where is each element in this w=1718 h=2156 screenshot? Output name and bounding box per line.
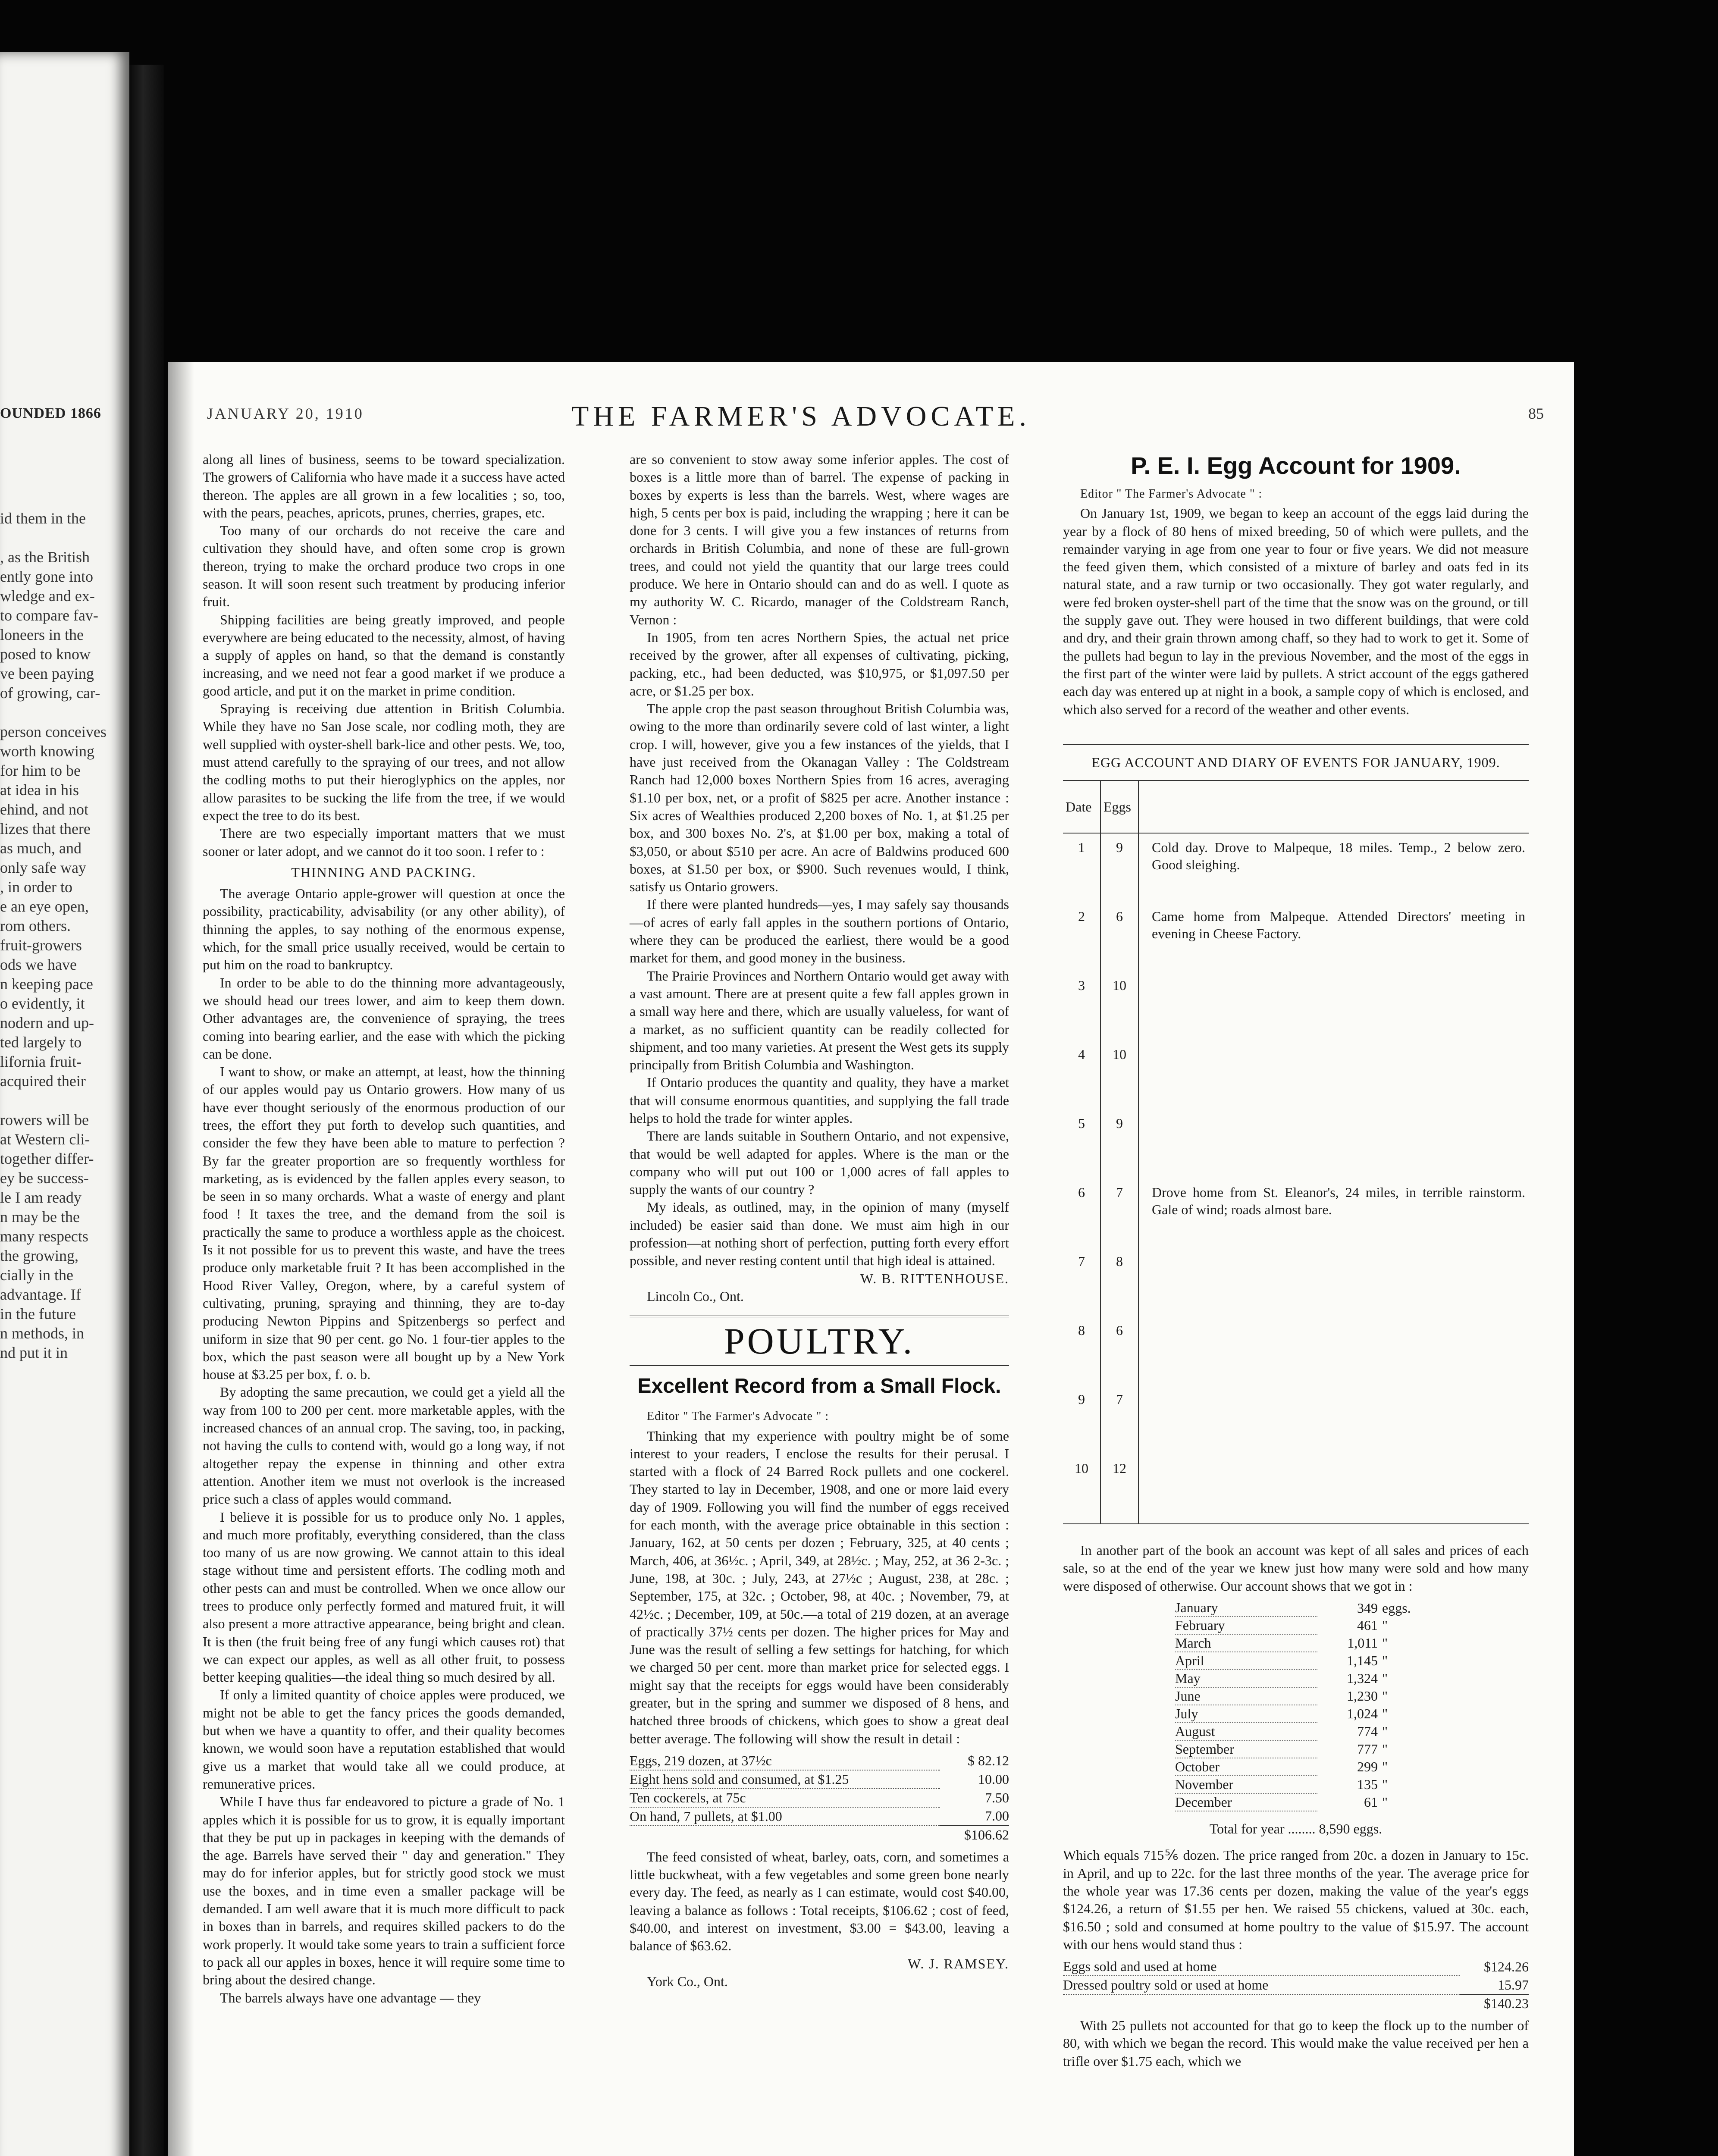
facing-page-line: nd put it in	[0, 1344, 68, 1361]
diary-event: Drove home from St. Eleanor's, 24 miles, in terrible rainstorm. Gale of wind; roads almost bare.	[1152, 1185, 1525, 1218]
month-unit: "	[1382, 1670, 1388, 1686]
month-label: February	[1175, 1617, 1317, 1634]
month-label: July	[1175, 1705, 1317, 1723]
paragraph: I believe it is possible for us to produce only No. 1 apples, and much more profitably, everything considered, than the class too many of us are now growing. We cannot attain to this ideal stage without time and persistent efforts. The codling moth and other pests can and must be controlled. When we once allow our trees to produce only perfectly formed and matured fruit, it will also present a more attractive appearance, being bright and clean. It is then (the fruit being free of any fungi which causes rot) that we can expect our apples, as well as all other fruit, to possess better keeping qualities—the ideal thing so much desired by all.	[203, 1509, 565, 1685]
facing-page-line: as much, and	[0, 840, 82, 857]
paragraph: If there were planted hundreds—yes, I may safely say thousands—of acres of early fall apples in the southern portions of Ontario, where they can be produced the earliest, there would be a good market for them, and good money in the business.	[630, 896, 1009, 966]
facing-page-line: only safe way	[0, 859, 86, 876]
ledger-label: Eggs sold and used at home	[1063, 1958, 1460, 1976]
month-unit: "	[1382, 1706, 1388, 1722]
paragraph: By adopting the same precaution, we could get a yield all the way from 100 to 200 per cent. more marketable apples, with the increased chances of an annual crop. The saving, too, in packing, not having the culls to contend with, would go a long way, if not altogether repay the expense in thinning and other extra attention. Another item we must not overlook is the increased price such a class of apples would command.	[203, 1384, 565, 1507]
diary-header-date: Date	[1063, 780, 1100, 833]
diary-header-eggs: Eggs	[1100, 780, 1138, 833]
facing-page-line: , as the British	[0, 548, 90, 566]
page-edge-shadow	[168, 362, 194, 2156]
book-spine	[129, 65, 164, 2156]
facing-page-line: for him to be	[0, 762, 81, 779]
facing-page-line: many respects	[0, 1228, 88, 1245]
month-unit: "	[1382, 1777, 1388, 1792]
diary-date: 3	[1063, 971, 1100, 1040]
author-signature: W. J. RAMSEY.	[908, 1955, 1009, 1971]
month-label: September	[1175, 1740, 1317, 1758]
ledger-total-row	[630, 1826, 1009, 1844]
diary-event	[1138, 1040, 1529, 1109]
diary-date: 6	[1063, 1178, 1100, 1247]
diary-event	[1138, 1109, 1529, 1178]
hen-account-ledger	[1063, 1958, 1529, 2012]
month-row	[1175, 1723, 1417, 1740]
diary-date: 10	[1063, 1454, 1100, 1524]
author-location: Lincoln Co., Ont.	[647, 1288, 744, 1304]
ledger-row	[630, 1789, 1009, 1807]
diary-eggs: 6	[1100, 1316, 1138, 1385]
paragraph: In 1905, from ten acres Northern Spies, the actual net price received by the grower, after all expenses of cultivating, picking, packing, etc., had been deducted, was $10,975, or $1,097.50 per acre, or $1.25 per box.	[630, 629, 1009, 699]
facing-page-line: wledge and ex-	[0, 587, 95, 605]
paragraph: The apple crop the past season throughout British Columbia was, owing to the more than ordinarily severe cold of last winter, a light crop. I will, however, give you a few instances of the yields, that I have just received from the Okanagan Valley : The Coldstream Ranch had 12,000 boxes Northern Spies from 16 acres, averaging $1.10 per box, net, or a profit of $825 per acre. Another instance : Six acres of Wealthies produced 2,200 boxes of No. 1, at $1.25 per box, and 300 boxes No. 2's, at $1.00 per box, making a total of $3,050, or about $510 per acre. An acre of Baldwins produced 600 boxes, at $1.50 per box, or $900. Such revenues would, I think, satisfy us Ontario growers.	[630, 701, 1009, 895]
ledger-label: Eggs, 219 dozen, at 37½c	[630, 1752, 940, 1770]
month-row	[1175, 1599, 1417, 1617]
diary-row	[1063, 971, 1529, 1040]
diary-event: Cold day. Drove to Malpeque, 18 miles. Temp., 2 below zero. Good sleighing.	[1152, 840, 1525, 873]
facing-page-line: nodern and up-	[0, 1014, 94, 1031]
facing-page-line: acquired their	[0, 1072, 86, 1090]
facing-page-line: the growing,	[0, 1247, 78, 1264]
month-eggs: 135	[1357, 1777, 1378, 1792]
month-unit: "	[1382, 1653, 1388, 1669]
facing-page-line: rom others.	[0, 917, 71, 934]
ledger-amount: 15.97	[1498, 1977, 1529, 1993]
facing-page-line: posed to know	[0, 646, 91, 663]
ledger-total: $140.23	[1460, 1994, 1529, 2012]
diary-date: 1	[1063, 833, 1100, 903]
diary-row	[1063, 1385, 1529, 1454]
egg-diary-table	[1063, 780, 1529, 1524]
paragraph: In another part of the book an account was kept of all sales and prices of each sale, so at the end of the year we knew just how many were sold and how many were disposed of otherwise. Our account shows that we got in :	[1063, 1542, 1529, 1594]
month-unit: "	[1382, 1688, 1388, 1704]
facing-page-line: rowers will be	[0, 1111, 89, 1128]
facing-page-line: together differ-	[0, 1150, 94, 1167]
ledger-row	[630, 1770, 1009, 1789]
month-eggs: 1,024	[1347, 1706, 1378, 1722]
diary-row	[1063, 903, 1529, 971]
paragraph: If only a limited quantity of choice apples were produced, we might not be able to get the fancy prices the goods demanded, but when we have a quantity to offer, and their quality becomes known, we would soon have a reputation established that would give us a market that would take all we could produce, at remunerative prices.	[203, 1687, 565, 1792]
month-row	[1175, 1687, 1417, 1705]
ledger-row	[1063, 1958, 1529, 1976]
ledger-amount: $124.26	[1484, 1959, 1529, 1974]
page-number: 85	[1528, 405, 1544, 422]
month-row	[1175, 1670, 1417, 1687]
diary-event	[1138, 1385, 1529, 1454]
month-row	[1175, 1776, 1417, 1793]
total-dots: ........	[1288, 1821, 1319, 1837]
diary-event	[1138, 1454, 1529, 1524]
month-label: December	[1175, 1793, 1317, 1811]
masthead-title: THE FARMER'S ADVOCATE.	[571, 401, 1031, 432]
diary-eggs: 9	[1100, 1109, 1138, 1178]
ledger-total: $106.62	[940, 1826, 1009, 1844]
diary-eggs: 7	[1100, 1178, 1138, 1247]
month-unit: "	[1382, 1741, 1388, 1757]
month-row	[1175, 1617, 1417, 1634]
month-eggs: 1,324	[1347, 1670, 1378, 1686]
diary-row	[1063, 1316, 1529, 1385]
month-eggs: 774	[1357, 1724, 1378, 1739]
editor-salutation: Editor " The Farmer's Advocate " :	[1080, 487, 1263, 501]
paragraph: I want to show, or make an attempt, at least, how the thinning of our apples would pay us Ontario growers. How many of us have ever thought seriously of the enormous production of our trees, the effort they put forth to develop such quantities, and consider the few they have been able to mature to perfection ? By far the greater proportion are so frequently worthless for marketing, as is evidenced by the fallen apples every season, to be seen in so many orchards. What a waste of energy and plant food ! It taxes the tree, and the demand from the soil is practically the same to produce a worthless apple as the choicest. Is it not possible for us to prevent this waste, and have the trees produce only marketable fruit ? It has been accomplished in the Hood River Valley, Oregon, where, by a careful system of cultivating, pruning, spraying and thinning, they are to-day producing Newton Pippins and Spitzenbergs so perfect and uniform in size that 90 per cent. go No. 1 four-tier apples to the box, which the past season were all bought up by a New York house at $3.25 per box, f. o. b.	[203, 1064, 565, 1382]
column-1	[203, 451, 565, 2007]
monthly-egg-totals	[1175, 1599, 1417, 1811]
diary-event	[1138, 971, 1529, 1040]
month-row	[1175, 1705, 1417, 1723]
paragraph: Too many of our orchards do not receive the care and cultivation they should have, and often some crop is grown thereon, trying to make the orchard produce two crops in one season. It will soon resent such treatment by producing inferior fruit.	[203, 523, 565, 610]
diary-row	[1063, 1109, 1529, 1178]
facing-page-line: of growing, car-	[0, 684, 100, 702]
yearly-total	[1063, 1820, 1529, 1838]
subheading: THINNING AND PACKING.	[291, 864, 477, 880]
facing-page-line: e an eye open,	[0, 898, 89, 915]
facing-page-line: ted largely to	[0, 1034, 82, 1051]
paragraph: The average Ontario apple-grower will question at once the possibility, practicability, advisability (or any other ability), of thinning the apples, to say nothing of the enormous expense, which, for the small price usually received, would be certain to put him on the road to bankruptcy.	[203, 886, 565, 973]
facing-page-line: at Western cli-	[0, 1131, 90, 1148]
month-row	[1175, 1740, 1417, 1758]
diary-eggs: 9	[1100, 833, 1138, 903]
ledger-label: Ten cockerels, at 75c	[630, 1789, 940, 1807]
paragraph: There are two especially important matters that we must sooner or later adopt, and we cannot do it too soon. I refer to :	[203, 825, 565, 859]
paragraph: On January 1st, 1909, we began to keep an account of the eggs laid during the year by a flock of 80 hens of mixed breeding, 50 of which were pullets, and the remainder varying in age from one year to four or five years. We did not measure the feed given them, which consisted of a mixture of barley and oats fed in its natural state, and a raw turnip or two occasionally. They got water regularly, and were fed broken oyster-shell part of the time that the snow was on the ground, or till the supply gave out. They were housed in two different buildings, that were cold and dry, and their grain thrown among chaff, so they had to work to get it. Some of the pullets had begun to lay in the previous November, and the most of the eggs in the first part of the winter were laid by pullets. A strict account of the eggs gathered each day was entered up at night in a book, a sample copy of which is enclosed, and which also served for a record of the weather and other events.	[1063, 505, 1529, 717]
month-eggs: 1,011	[1347, 1635, 1378, 1651]
ledger-label: Eight hens sold and consumed, at $1.25	[630, 1770, 940, 1789]
diary-row	[1063, 1454, 1529, 1524]
month-row	[1175, 1758, 1417, 1776]
month-unit: eggs.	[1382, 1600, 1411, 1616]
facing-page-line: ehind, and not	[0, 801, 88, 818]
month-row	[1175, 1652, 1417, 1670]
month-label: March	[1175, 1634, 1317, 1652]
header-date: JANUARY 20, 1910	[207, 405, 364, 422]
column-2	[630, 451, 1009, 1990]
ledger-amount: 7.00	[985, 1808, 1009, 1824]
newspaper-page	[168, 362, 1574, 2156]
month-row	[1175, 1634, 1417, 1652]
facing-page-line: lifornia fruit-	[0, 1053, 82, 1070]
facing-page-line: in the future	[0, 1305, 76, 1322]
ledger-label: Dressed poultry sold or used at home	[1063, 1976, 1460, 1994]
facing-page-line: , in order to	[0, 878, 72, 896]
month-unit: "	[1382, 1759, 1388, 1775]
facing-page-line: ently gone into	[0, 568, 93, 585]
diary-title: EGG ACCOUNT AND DIARY OF EVENTS FOR JANUARY, 1909.	[1063, 744, 1529, 771]
month-label: June	[1175, 1687, 1317, 1705]
section-banner	[630, 1316, 1009, 1366]
ledger-amount: 10.00	[978, 1771, 1009, 1787]
month-label: April	[1175, 1652, 1317, 1670]
receipts-ledger	[630, 1752, 1009, 1844]
month-unit: "	[1382, 1794, 1388, 1810]
diary-date: 9	[1063, 1385, 1100, 1454]
diary-event: Came home from Malpeque. Attended Directors' meeting in evening in Cheese Factory.	[1152, 909, 1525, 942]
diary-date: 4	[1063, 1040, 1100, 1109]
total-label: Total for year	[1209, 1821, 1285, 1837]
ledger-total-row	[1063, 1994, 1529, 2012]
author-signature: W. B. RITTENHOUSE.	[860, 1270, 1009, 1286]
paragraph: Spraying is receiving due attention in British Columbia. While they have no San Jose scale, nor codling moth, they are well supplied with oyster-shell bark-lice and other pests. We, too, must attend carefully to the spraying of our trees, and not allow the codling moths to put their hieroglyphics on the apples, nor allow parasites to be sucking the life from the tree, if we would expect the tree to do its best.	[203, 701, 565, 823]
diary-date: 2	[1063, 903, 1100, 971]
paragraph: There are lands suitable in Southern Ontario, and not expensive, that would be well adapted for apples. Where is the man or the company who will put out 100 or 1,000 acres of fall apples to supply the wants of our country ?	[630, 1128, 1009, 1197]
facing-page-header: OUNDED 1866	[0, 405, 101, 421]
month-eggs: 1,145	[1347, 1653, 1378, 1669]
month-eggs: 777	[1357, 1741, 1378, 1757]
diary-event	[1138, 1247, 1529, 1316]
ledger-label: On hand, 7 pullets, at $1.00	[630, 1807, 940, 1826]
facing-page-line: o evidently, it	[0, 995, 85, 1012]
facing-page-line: worth knowing	[0, 743, 94, 760]
ledger-amount: $ 82.12	[968, 1753, 1009, 1769]
diary-row	[1063, 1178, 1529, 1247]
paragraph: are so convenient to stow away some inferior apples. The cost of boxes is a little more than of barrel. The expense of packing in boxes by experts is less than the barrels. West, where wages are high, 5 cents per box is paid, including the wrapping ; here it can be done for 3 cents. I will give you a few instances of returns from orchards in British Columbia, and none of these are full-grown trees, and could not yield the quantity that our large trees could produce. We here in Ontario should can and do as well. I quote as my authority W. C. Ricardo, manager of the Coldstream Ranch, Vernon :	[630, 451, 1009, 627]
diary-eggs: 6	[1100, 903, 1138, 971]
diary-eggs: 10	[1100, 1040, 1138, 1109]
month-eggs: 461	[1357, 1617, 1378, 1633]
facing-page-line: ve been paying	[0, 665, 94, 682]
total-value: 8,590 eggs.	[1319, 1821, 1383, 1837]
paragraph: along all lines of business, seems to be toward specialization. The growers of California who have made it a success have acted thereon. The apples are all grown in a few localities ; so, too, with the pears, peaches, apricots, prunes, cherries, grapes, etc.	[203, 451, 565, 520]
diary-header-events	[1138, 780, 1529, 833]
facing-page-line: n may be the	[0, 1208, 80, 1225]
month-eggs: 61	[1364, 1794, 1378, 1810]
ledger-amount: 7.50	[985, 1789, 1009, 1805]
paragraph: My ideals, as outlined, may, in the opinion of many (myself included) be easier said than done. We must aim high in our profession—at nothing short of perfection, putting forth every effort possible, and never resting content until that high ideal is attained.	[630, 1199, 1009, 1269]
author-location: York Co., Ont.	[647, 1973, 728, 1989]
facing-page	[0, 52, 129, 2156]
facing-page-line: fruit-growers	[0, 937, 82, 954]
facing-page-line	[0, 703, 125, 722]
month-row	[1175, 1793, 1417, 1811]
paragraph: While I have thus far endeavored to picture a grade of No. 1 apples which it is possible for us to grow, it is equally important that they be put up in packages in keeping with the demands of the age. Barrels have served their " day and generation." They may do for inferior apples, but for strictly good stock we must use the boxes, and in time even a smaller package will be demanded. I am well aware that it is much more difficult to pack in boxes than in barrels, and requires skilled packers to do the work properly. It would take some years to train a sufficient force to pack all our apples in boxes, hence it will require some time to bring about the desired change.	[203, 1794, 565, 1988]
article-title: P. E. I. Egg Account for 1909.	[1131, 452, 1461, 479]
facing-page-line: lizes that there	[0, 820, 91, 837]
ledger-row	[630, 1807, 1009, 1826]
facing-page-line: id them in the	[0, 510, 86, 527]
diary-event	[1138, 1316, 1529, 1385]
facing-page-line: person conceives	[0, 723, 107, 740]
month-eggs: 299	[1357, 1759, 1378, 1775]
editor-salutation: Editor " The Farmer's Advocate " :	[647, 1410, 829, 1423]
facing-page-line: advantage. If	[0, 1286, 81, 1303]
month-unit: "	[1382, 1724, 1388, 1739]
month-label: October	[1175, 1758, 1317, 1776]
facing-page-line: at idea in his	[0, 781, 79, 799]
column-3	[1063, 451, 1529, 2070]
diary-eggs: 12	[1100, 1454, 1138, 1524]
facing-page-line: to compare fav-	[0, 607, 98, 624]
facing-page-line: cially in the	[0, 1266, 73, 1284]
article-title: Excellent Record from a Small Flock.	[637, 1375, 1001, 1398]
facing-page-line	[0, 528, 125, 548]
facing-page-text	[0, 509, 125, 1363]
diary-header-row	[1063, 780, 1529, 833]
facing-page-line: ods we have	[0, 956, 77, 973]
paragraph: The feed consisted of wheat, barley, oats, corn, and sometimes a little buckwheat, with a few vegetables and some green bone nearly every day. The feed, as nearly as I can estimate, would cost $40.00, leaving a balance as follows : Total receipts, $106.62 ; cost of feed, $40.00, and interest on investment, $3.00 = $43.00, leaving a balance of $63.62.	[630, 1849, 1009, 1954]
month-unit: "	[1382, 1617, 1388, 1633]
ledger-row	[1063, 1976, 1529, 1994]
facing-page-line: n methods, in	[0, 1325, 84, 1342]
month-label: May	[1175, 1670, 1317, 1687]
month-label: November	[1175, 1776, 1317, 1793]
paragraph: In order to be able to do the thinning more advantageously, we should head our trees lower, and aim to keep them down. Other advantages are, the convenience of spraying, the trees coming into bearing earlier, and the ease with which the picking can be done.	[203, 975, 565, 1062]
paragraph: Shipping facilities are being greatly improved, and people everywhere are being educated to the necessity, almost, of having a supply of apples on hand, so that the demand is constantly increasing, and we need not fear a good market if we produce a good article, and put it on the market in prime condition.	[203, 611, 565, 699]
month-unit: "	[1382, 1635, 1388, 1651]
diary-eggs: 10	[1100, 971, 1138, 1040]
diary-date: 5	[1063, 1109, 1100, 1178]
facing-page-line: n keeping pace	[0, 975, 93, 993]
diary-date: 7	[1063, 1247, 1100, 1316]
facing-page-line: ey be success-	[0, 1169, 89, 1187]
diary-date: 8	[1063, 1316, 1100, 1385]
facing-page-line: le I am ready	[0, 1189, 82, 1206]
paragraph: The Prairie Provinces and Northern Ontario would get away with a vast amount. There are at present quite a few fall apples grown in a small way here and there, which are usually valueless, for want of a market, as no sufficient quantity can be readily collected for shipment, and too many varieties. At present the West gets its supply principally from British Columbia and Washington.	[630, 968, 1009, 1073]
diary-row	[1063, 1040, 1529, 1109]
paragraph: With 25 pullets not accounted for that go to keep the flock up to the number of 80, with which we began the record. This would make the value received per hen a trifle over $1.75 each, which we	[1063, 2018, 1529, 2069]
facing-page-line	[0, 1091, 125, 1110]
month-label: January	[1175, 1599, 1317, 1617]
paragraph: The barrels always have one advantage — they	[220, 1990, 481, 2006]
page-header	[168, 400, 1574, 430]
month-label: August	[1175, 1723, 1317, 1740]
facing-page-line: loneers in the	[0, 626, 84, 643]
diary-row	[1063, 833, 1529, 903]
month-eggs: 1,230	[1347, 1688, 1378, 1704]
paragraph: If Ontario produces the quantity and quality, they have a market that will consume enormous quantities, and supplying the fall trade helps to hold the trade for winter apples.	[630, 1075, 1009, 1126]
paragraph: Thinking that my experience with poultry might be of some interest to your readers, I enclose the results for their perusal. I started with a flock of 24 Barred Rock pullets and one cockerel. They started to lay in December, 1908, and one or more laid every day of 1909. Following you will find the number of eggs received for each month, with the average price obtainable in this section : January, 162, at 50 cents per dozen ; February, 325, at 40 cents ; March, 406, at 36½c. ; April, 349, at 28½c. ; May, 252, at 36 2-3c. ; June, 198, at 30c. ; July, 243, at 27½c ; August, 238, at 28c. ; September, 175, at 32c. ; October, 98, at 40c. ; November, 79, at 42½c. ; December, 109, at 50c.—a total of 219 dozen, at an average of practically 37½ cents per dozen. The higher prices for May and June was the result of selling a few settings for hatching, for which we charged 50 per cent. more than market price for selected eggs. I might say that the receipts for eggs would have been considerably greater, but in the spring and summer we disposed of 8 hens, and hatched three broods of chickens, which goes to show a great deal better average. The following will show the result in detail :	[630, 1428, 1009, 1746]
diary-eggs: 7	[1100, 1385, 1138, 1454]
paragraph: Which equals 715⅚ dozen. The price ranged from 20c. a dozen in January to 15c. in April, and up to 22c. for the last three months of the year. The average price for the whole year was 17.36 cents per dozen, making the value of the year's eggs $124.26, a return of $1.55 per hen. We raised 55 chickens, valued at 30c. each, $16.50 ; sold and consumed at home poultry to the value of $15.97. The account with our hens would stand thus :	[1063, 1847, 1529, 1952]
ledger-row	[630, 1752, 1009, 1770]
month-eggs: 349	[1357, 1600, 1378, 1616]
diary-eggs: 8	[1100, 1247, 1138, 1316]
diary-row	[1063, 1247, 1529, 1316]
section-heading-poultry: POULTRY.	[724, 1320, 915, 1362]
